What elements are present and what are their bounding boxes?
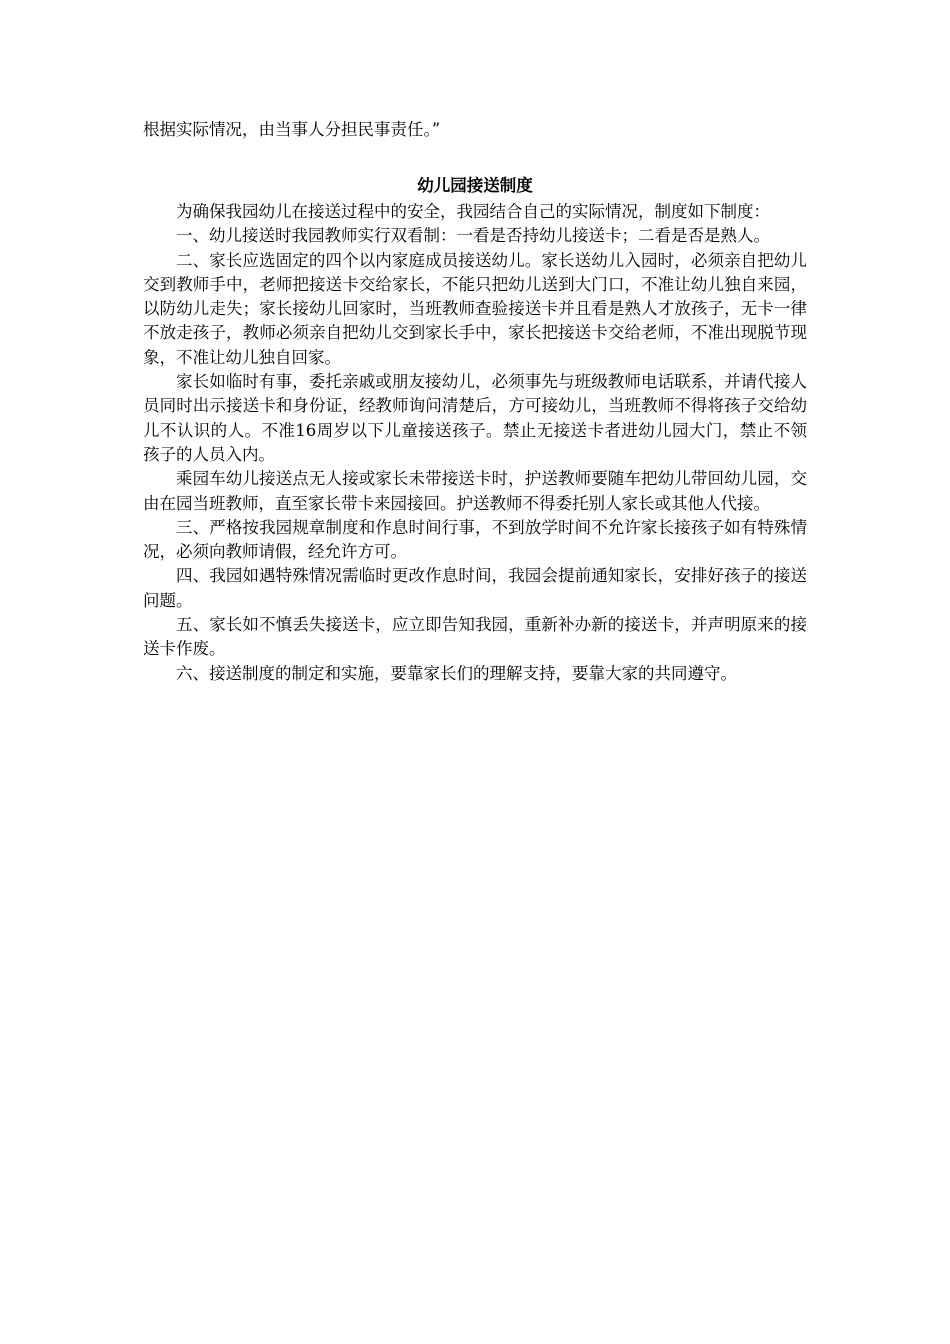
continuation-text: 根据实际情况，由当事人分担民事责任。”: [143, 120, 441, 139]
paragraph-intro: 为确保我园幼儿在接送过程中的安全，我园结合自己的实际情况，制度如下制度：: [176, 202, 770, 221]
paragraph-rule-3: 三、严格按我园规章制度和作息时间行事，不到放学时间不允许家长接孩子如有特殊情况，必须向教师请假，经允许方可。: [143, 517, 807, 562]
paragraph-rule-2: 二、家长应选固定的四个以内家庭成员接送幼儿。家长送幼儿入园时，必须亲自把幼儿交到教师手中，老师把接送卡交给家长，不能只把幼儿送到大门口，不准让幼儿独自来园，以防幼儿走失；家长接幼儿回家时，当班教师查验接送卡并且看是熟人才放孩子，无卡一律不放走孩子，教师必须亲自把幼儿交到家长手中，家长把接送卡交给老师，不准出现脱节现象，不准让幼儿独自回家。: [143, 250, 807, 367]
paragraph-rule-4: 四、我园如遇特殊情况需临时更改作息时间，我园会提前通知家长，安排好孩子的接送问题。: [143, 566, 807, 610]
paragraph-rule-5: 五、家长如不慎丢失接送卡，应立即告知我园，重新补办新的接送卡，并声明原来的接送卡作废。: [143, 615, 807, 659]
paragraph-rule-2-bus: 乘园车幼儿接送点无人接或家长未带接送卡时，护送教师要随车把幼儿带回幼儿园，交由在园当班教师，直至家长带卡来园接回。护送教师不得委托别人家长或其他人代接。: [143, 469, 807, 513]
document-page: [143, 118, 807, 686]
paragraph-rule-2-proxy: 家长如临时有事，委托亲戚或朋友接幼儿，必须事先与班级教师电话联系，并请代接人员同时出示接送卡和身份证，经教师询问清楚后，方可接幼儿，当班教师不得将孩子交给幼儿不认识的人。不准16周岁以下儿童接送孩子。禁止无接送卡者进幼儿园大门，禁止不领孩子的人员入内。: [143, 372, 807, 464]
paragraph-rule-6: 六、接送制度的制定和实施，要靠家长们的理解支持，要靠大家的共同遵守。: [176, 663, 737, 683]
paragraph-rule-1: 一、幼儿接送时我园教师实行双看制：一看是否持幼儿接送卡；二看是否是熟人。: [176, 226, 770, 246]
document-body: [143, 200, 807, 686]
document-title: 幼儿园接送制度: [417, 176, 533, 195]
